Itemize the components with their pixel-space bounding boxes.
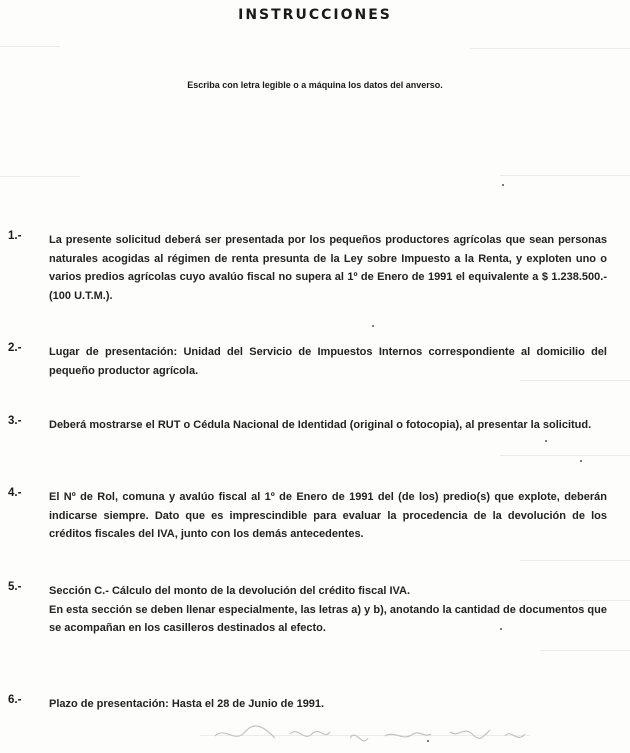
page-subtitle: Escriba con letra legible o a máquina los datos del anverso. — [187, 80, 443, 90]
bleed-through-mark — [470, 48, 630, 49]
item-paragraph: El Nº de Rol, comuna y avalúo fiscal al 1º de Enero de 1991 del (de los) predio(s) que explote, deberán indicarse siempre. Dato que es imprescindible para evaluar la procedencia de la devolución de los créditos fiscales del IVA, junto con los demás antecedentes. — [49, 491, 607, 540]
item-text — [49, 695, 607, 714]
item-text — [49, 488, 607, 544]
item-paragraph: Lugar de presentación: Unidad del Servicio de Impuestos Internos correspondiente al domicilio del pequeño productor agrícola. — [49, 346, 607, 377]
speck — [545, 440, 547, 442]
bleed-through-mark — [500, 455, 630, 456]
item-text — [49, 343, 607, 380]
speck — [502, 184, 504, 186]
speck — [500, 628, 502, 630]
item-text — [49, 231, 607, 305]
item-number: 1.- — [8, 230, 22, 242]
item-number: 4.- — [8, 487, 22, 499]
bleed-through-mark — [500, 175, 630, 176]
page-title: INSTRUCCIONES — [238, 7, 392, 23]
item-paragraph: Plazo de presentación: Hasta el 28 de Junio de 1991. — [49, 698, 325, 710]
item-number: 5.- — [8, 581, 22, 593]
item-number: 6.- — [8, 694, 22, 706]
bleed-through-mark — [0, 176, 80, 177]
item-text — [49, 416, 607, 435]
bleed-through-mark — [540, 650, 630, 651]
bleed-through-mark — [520, 560, 630, 561]
item-paragraph-heading: Sección C.- Cálculo del monto de la devolución del crédito fiscal IVA. — [49, 585, 411, 597]
item-paragraph: Deberá mostrarse el RUT o Cédula Nacional de Identidad (original o fotocopia), al presentar la solicitud. — [49, 419, 592, 431]
bleed-through-mark — [520, 380, 630, 381]
speck — [372, 325, 374, 327]
handwritten-bleed-through — [210, 718, 550, 746]
speck — [580, 460, 582, 462]
item-text — [49, 582, 607, 638]
item-paragraph: La presente solicitud deberá ser presentada por los pequeños productores agrícolas que sean personas naturales acogidas al régimen de renta presunta de la Ley sobre Impuesto a la Renta, y exploten uno o varios predios agrícolas cuyo avalúo fiscal no supera al 1º de Enero de 1991 el equivalente a $ 1.238.500.- (100 U.T.M.). — [49, 234, 607, 302]
item-paragraph: En esta sección se deben llenar especialmente, las letras a) y b), anotando la cantidad de documentos que se acompañan en los casilleros destinados al efecto. — [49, 603, 607, 634]
item-number: 3.- — [8, 415, 22, 427]
item-number: 2.- — [8, 342, 22, 354]
bleed-through-mark — [0, 46, 60, 47]
